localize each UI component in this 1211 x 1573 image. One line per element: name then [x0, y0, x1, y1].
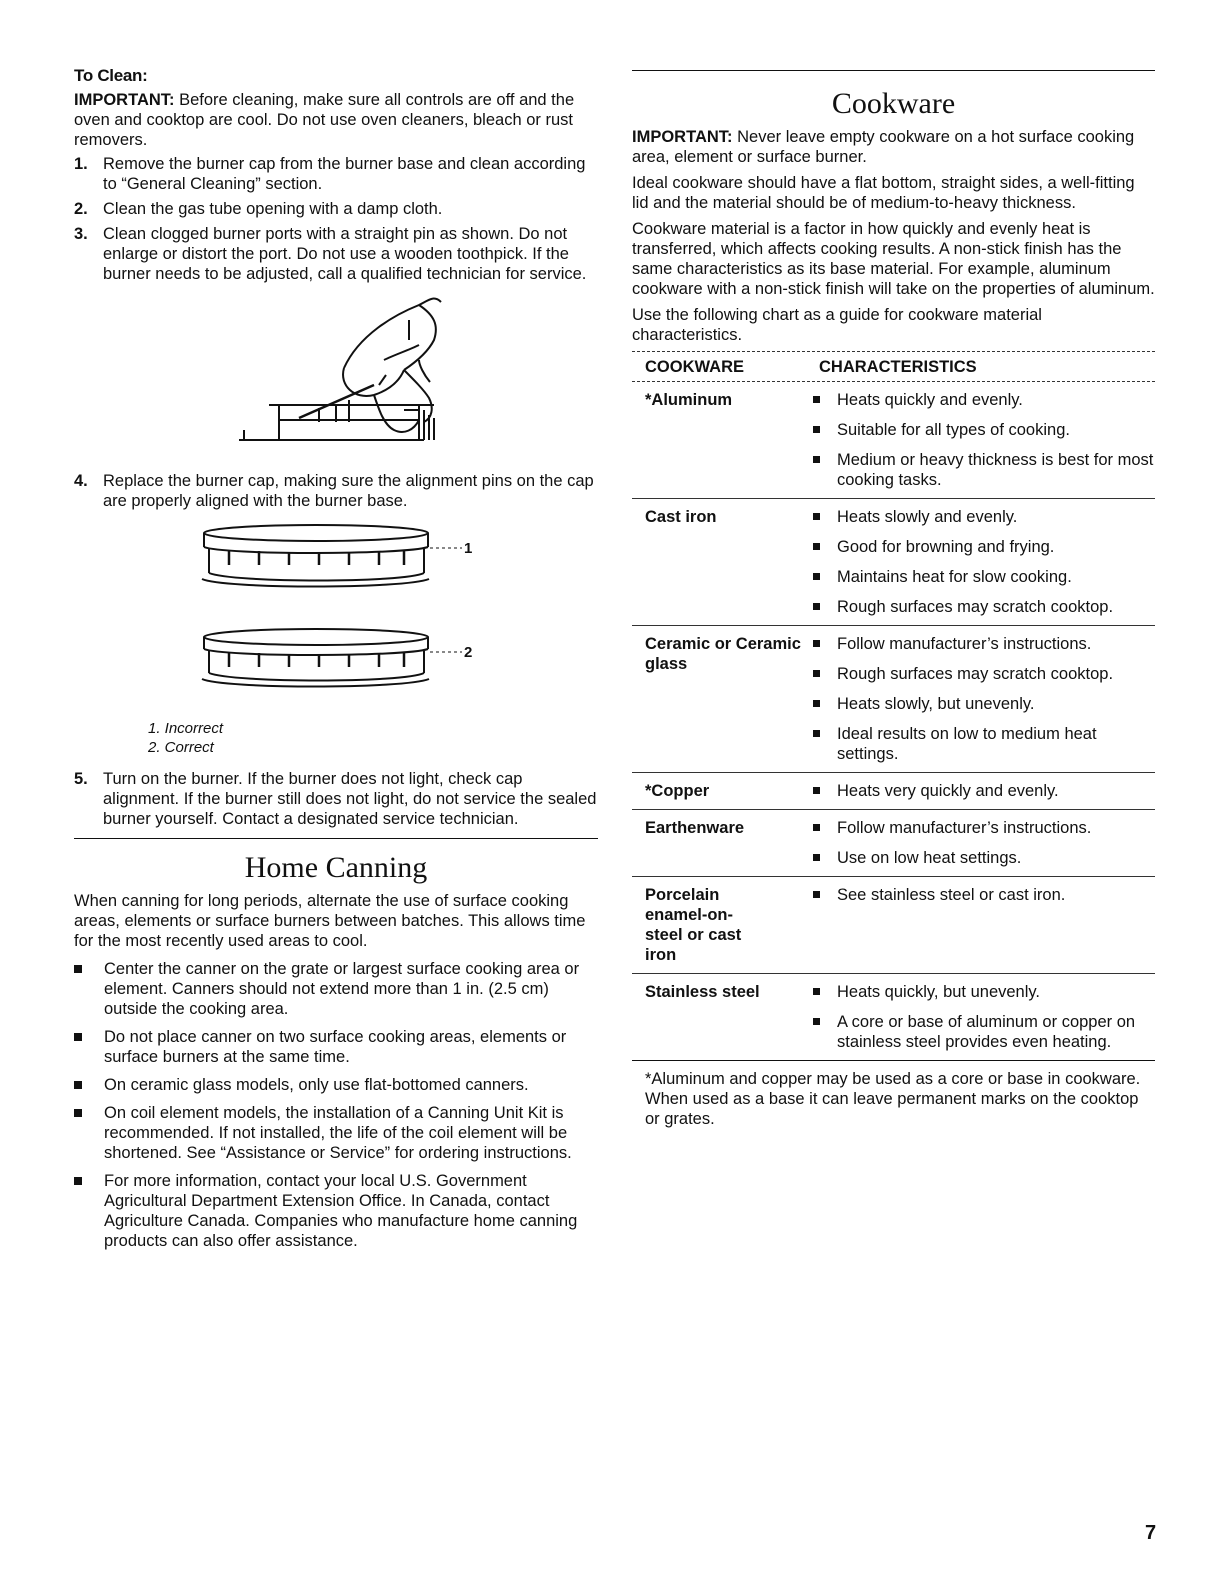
characteristic-item: [807, 420, 1155, 440]
list-item: [74, 1171, 598, 1251]
bullet-square-icon: [813, 988, 820, 995]
step-number: 5.: [74, 770, 88, 788]
bullet-text: Do not place canner on two surface cooking areas, elements or surface burners at the same time.: [104, 1028, 567, 1066]
characteristic-text: Follow manufacturer’s instructions.: [837, 819, 1092, 837]
bullet-square-icon: [74, 1033, 82, 1041]
to-clean-heading: To Clean:: [74, 66, 148, 85]
characteristic-item: [807, 885, 1155, 905]
characteristic-text: Heats quickly, but unevenly.: [837, 983, 1040, 1001]
characteristic-item: [807, 1012, 1155, 1052]
section-divider: [632, 70, 1155, 71]
bullet-square-icon: [813, 573, 820, 580]
bullet-square-icon: [74, 1081, 82, 1089]
table-header-cookware: COOKWARE: [645, 358, 744, 376]
table-row: [632, 626, 1155, 773]
characteristic-item: [807, 982, 1155, 1002]
list-item: [74, 1103, 598, 1163]
bullet-square-icon: [813, 670, 820, 677]
important-text: Never leave empty cookware on a hot surface cooking area, element or surface burner.: [632, 128, 1135, 166]
step-five-list: [74, 769, 598, 829]
characteristic-item: [807, 818, 1155, 838]
characteristic-text: Suitable for all types of cooking.: [837, 421, 1070, 439]
step-text: Clean clogged burner ports with a straight pin as shown. Do not enlarge or distort the port. Do not use a wooden toothpick. If the burner needs to be adjusted, call a qualified technician for service.: [103, 225, 587, 283]
step-number: 4.: [74, 472, 88, 490]
material-name: *Aluminum: [645, 391, 733, 409]
cookware-table: [632, 351, 1155, 1061]
bullet-square-icon: [813, 513, 820, 520]
bullet-square-icon: [813, 730, 820, 737]
material-name: *Copper: [645, 782, 710, 800]
list-item: [74, 1075, 598, 1095]
characteristic-item: [807, 694, 1155, 714]
characteristic-item: [807, 597, 1155, 617]
bullet-text: For more information, contact your local U.S. Government Agricultural Department Extension Office. In Canada, contact Agriculture Canada. Companies who manufacture home canning products can also offer assistance.: [104, 1172, 578, 1250]
important-label: IMPORTANT:: [74, 91, 175, 109]
characteristic-text: See stainless steel or cast iron.: [837, 886, 1066, 904]
characteristic-item: [807, 664, 1155, 684]
characteristic-item: [807, 507, 1155, 527]
bullet-square-icon: [813, 456, 820, 463]
characteristic-item: [807, 450, 1155, 490]
bullet-square-icon: [813, 603, 820, 610]
step-text: Turn on the burner. If the burner does not light, check cap alignment. If the burner still does not light, do not service the sealed burner yourself. Contact a designated service technician.: [103, 770, 597, 828]
burner-cap-alignment-illustration: [74, 521, 598, 739]
step-item: [74, 224, 598, 284]
cookware-paragraph: Cookware material is a factor in how quickly and evenly heat is transferred, which affects cooking results. A non-stick finish has the same characteristics as its base material. For example, aluminum cookware with a non-stick finish will take on the properties of aluminum.: [632, 220, 1155, 298]
material-name: Earthenware: [645, 819, 745, 837]
table-row: [632, 877, 1155, 974]
step-text: Remove the burner cap from the burner base and clean according to “General Cleaning” section.: [103, 155, 586, 193]
bullet-text: Center the canner on the grate or largest surface cooking area or element. Canners should not extend more than 1 in. (2.5 cm) outside the cooking area.: [104, 960, 580, 1018]
characteristic-item: [807, 781, 1155, 801]
characteristic-item: [807, 567, 1155, 587]
bullet-square-icon: [813, 1018, 820, 1025]
characteristic-text: Rough surfaces may scratch cooktop.: [837, 598, 1114, 616]
material-name: Ceramic or Ceramic glass: [645, 635, 801, 673]
characteristic-text: Maintains heat for slow cooking.: [837, 568, 1072, 586]
characteristic-item: [807, 724, 1155, 764]
bullet-square-icon: [813, 891, 820, 898]
caption-correct: 2. Correct: [148, 739, 214, 756]
step-number: 2.: [74, 200, 88, 218]
table-row: [632, 810, 1155, 877]
cookware-title: Cookware: [831, 87, 956, 120]
characteristic-text: Heats quickly and evenly.: [837, 391, 1023, 409]
right-column: [632, 70, 1155, 1129]
burner-cap-diagrams: [74, 521, 598, 739]
bullet-square-icon: [74, 1177, 82, 1185]
home-canning-title: Home Canning: [244, 851, 428, 884]
bullet-square-icon: [813, 700, 820, 707]
bullet-square-icon: [74, 965, 82, 973]
material-name: Stainless steel: [645, 983, 760, 1001]
step-item: [74, 769, 598, 829]
bullet-square-icon: [74, 1109, 82, 1117]
characteristic-text: A core or base of aluminum or copper on stainless steel provides even heating.: [837, 1013, 1136, 1051]
home-canning-bullets: [74, 959, 598, 1251]
to-clean-important: [74, 90, 598, 150]
step-item: [74, 154, 598, 194]
characteristic-text: Follow manufacturer’s instructions.: [837, 635, 1092, 653]
step-item: [74, 471, 598, 511]
section-divider: [74, 838, 598, 839]
table-header-characteristics: CHARACTERISTICS: [819, 358, 977, 376]
cookware-paragraph: Use the following chart as a guide for cookware material characteristics.: [632, 306, 1042, 344]
characteristic-text: Use on low heat settings.: [837, 849, 1022, 867]
caption-incorrect: 1. Incorrect: [148, 720, 224, 737]
bullet-square-icon: [813, 640, 820, 647]
page-number: 7: [1145, 1522, 1157, 1544]
cookware-important: [632, 127, 1155, 167]
characteristic-text: Heats very quickly and evenly.: [837, 782, 1059, 800]
table-row: [632, 773, 1155, 810]
cleaning-steps: [74, 154, 598, 284]
step-number: 3.: [74, 225, 88, 243]
bullet-text: On coil element models, the installation of a Canning Unit Kit is recommended. If not installed, the life of the coil element will be shortened. See “Assistance or Service” for ordering instructions.: [104, 1104, 572, 1162]
step-text: Replace the burner cap, making sure the alignment pins on the cap are properly aligned with the burner base.: [103, 472, 594, 510]
bullet-square-icon: [813, 854, 820, 861]
bullet-square-icon: [813, 543, 820, 550]
characteristic-item: [807, 537, 1155, 557]
table-row: [632, 382, 1155, 499]
bullet-square-icon: [813, 396, 820, 403]
list-item: [74, 959, 598, 1019]
table-row: [632, 974, 1155, 1061]
important-label: IMPORTANT:: [632, 128, 733, 146]
characteristic-item: [807, 848, 1155, 868]
cookware-paragraph: Ideal cookware should have a flat bottom, straight sides, a well-fitting lid and the material should be of medium-to-heavy thickness.: [632, 174, 1135, 212]
table-header-row: [632, 351, 1155, 382]
step-text: Clean the gas tube opening with a damp cloth.: [103, 200, 443, 218]
characteristic-text: Good for browning and frying.: [837, 538, 1055, 556]
important-text: Before cleaning, make sure all controls are off and the oven and cooktop are cool. Do not use oven cleaners, bleach or rust removers.: [74, 91, 575, 149]
characteristic-text: Rough surfaces may scratch cooktop.: [837, 665, 1114, 683]
figure-label-1: 1: [464, 540, 473, 557]
step-number: 1.: [74, 155, 88, 173]
list-item: [74, 1027, 598, 1067]
step-item: [74, 199, 598, 219]
hand-with-pin-illustration: [74, 290, 598, 465]
bullet-text: On ceramic glass models, only use flat-bottomed canners.: [104, 1076, 529, 1094]
characteristic-text: Heats slowly, but unevenly.: [837, 695, 1035, 713]
bullet-square-icon: [813, 787, 820, 794]
characteristic-text: Medium or heavy thickness is best for most cooking tasks.: [837, 451, 1154, 489]
material-name: Porcelain enamel-on-steel or cast iron: [645, 886, 742, 964]
characteristic-item: [807, 390, 1155, 410]
characteristic-item: [807, 634, 1155, 654]
figure-label-2: 2: [464, 644, 473, 661]
table-row: [632, 499, 1155, 626]
burner-cleaning-illustration: [74, 290, 598, 465]
home-canning-intro: When canning for long periods, alternate the use of surface cooking areas, elements or surface burners between batches. This allows time for the most recently used areas to cool.: [74, 892, 586, 950]
step-four-list: [74, 471, 598, 511]
cookware-footnote: *Aluminum and copper may be used as a core or base in cookware. When used as a base it can leave permanent marks on the cooktop or grates.: [645, 1070, 1141, 1128]
left-column: [74, 66, 598, 1259]
characteristic-text: Ideal results on low to medium heat settings.: [837, 725, 1097, 763]
characteristic-text: Heats slowly and evenly.: [837, 508, 1018, 526]
bullet-square-icon: [813, 426, 820, 433]
bullet-square-icon: [813, 824, 820, 831]
material-name: Cast iron: [645, 508, 717, 526]
